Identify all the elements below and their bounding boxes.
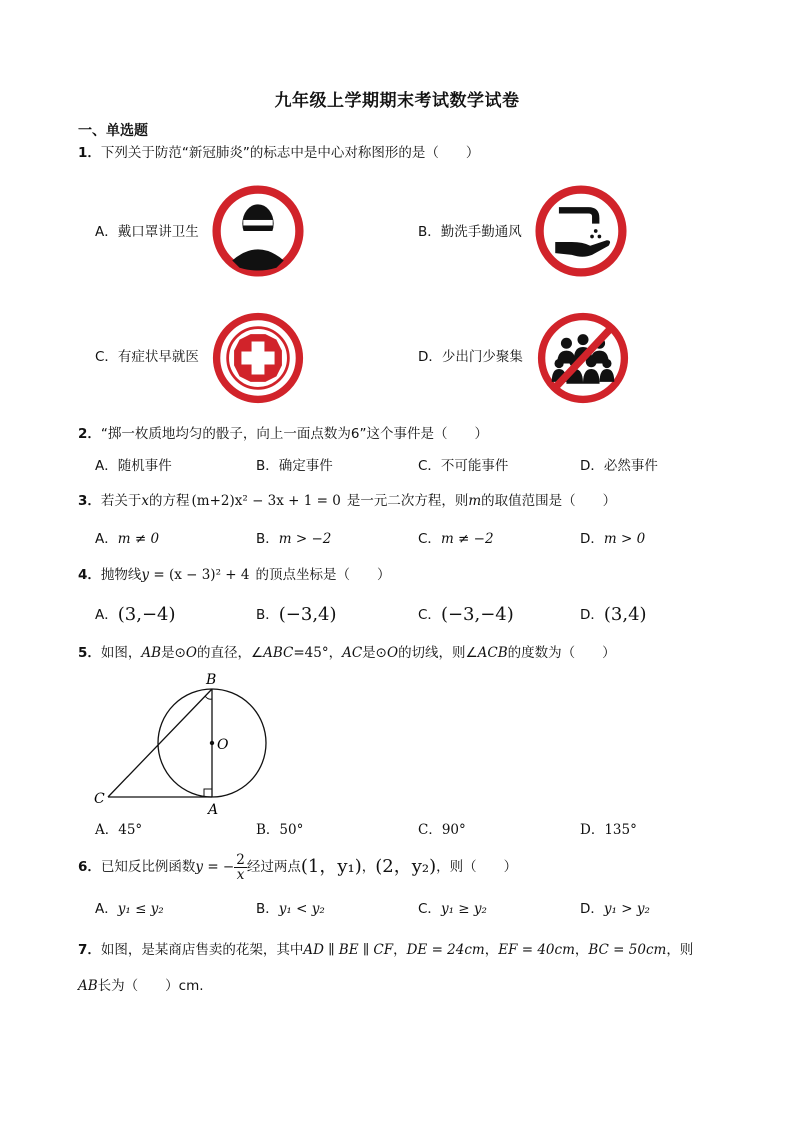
option-c: [418, 529, 494, 549]
center-point: [210, 741, 214, 745]
option-value: (−3,−4): [440, 604, 514, 625]
point-2: (2，y₂): [375, 856, 437, 877]
question-text: 长为（ ）cm.: [97, 978, 204, 994]
fraction-denominator: x: [236, 866, 245, 883]
right-angle-mark: [204, 789, 212, 797]
option-d: D．必然事件: [580, 458, 658, 474]
question-text: “掷一枚质地均匀的骰子，向上一面点数为6”这个事件是（ ）: [100, 426, 488, 442]
option-d: D．135°: [580, 822, 637, 838]
question-2: [78, 424, 488, 444]
fraction: [234, 853, 247, 882]
option-d: D．少出门少聚集: [418, 349, 523, 365]
segment-ac: AC: [342, 645, 363, 661]
option-b: B．确定事件: [256, 458, 333, 474]
parallel-statement: AD ∥ BE ∥ CF: [303, 942, 394, 958]
option-value: m ≠ −2: [440, 531, 494, 547]
question-number: 1．: [78, 145, 101, 161]
fraction-numerator: 2: [236, 851, 245, 868]
question-number: 7．: [78, 942, 101, 958]
option-d: [580, 899, 650, 919]
question-4: [78, 565, 390, 585]
variable-x: x: [141, 493, 150, 509]
option-label: C．: [418, 531, 441, 547]
option-c: C．有症状早就医: [95, 349, 199, 365]
question-7-line-2: [78, 976, 204, 996]
question-text-suffix: 的顶点坐标是（ ）: [255, 567, 391, 583]
question-number: 3．: [78, 493, 101, 509]
option-b: B．勤洗手勤通风: [418, 224, 522, 240]
option-label: A．: [95, 901, 118, 917]
equation-y: y =: [141, 567, 169, 583]
variable-m: m: [468, 493, 482, 509]
option-a: [95, 605, 176, 625]
option-value: (3,4): [603, 604, 647, 625]
option-label: D．: [580, 607, 604, 623]
question-text: 是⊙: [362, 645, 387, 661]
question-text: 的度数为（ ）: [507, 645, 616, 661]
question-text-prefix: 已知反比例函数: [100, 859, 196, 875]
option-label: D．: [580, 531, 604, 547]
label-b: B: [206, 672, 217, 688]
question-text-mid: 经过两点: [246, 859, 301, 875]
option-label: B．: [256, 901, 279, 917]
option-b: [256, 605, 337, 625]
option-value: m > −2: [278, 531, 332, 547]
option-label: C．: [418, 901, 441, 917]
option-c: [418, 605, 514, 625]
option-c: C．90°: [418, 822, 466, 838]
page-title: 九年级上学期期末考试数学试卷: [274, 91, 520, 111]
question-text-prefix: 抛物线: [100, 567, 142, 583]
option-value: y₁ < y₂: [278, 901, 325, 917]
equation-y: y = −: [195, 859, 235, 875]
option-a: [95, 899, 164, 919]
option-value: m ≠ 0: [117, 531, 160, 547]
point-1: (1，y₁): [300, 856, 362, 877]
question-5: [78, 643, 616, 663]
equation: (m+2)x² − 3x + 1 = 0: [191, 493, 341, 509]
section-heading: 一、单选题: [78, 123, 148, 139]
option-a: A．戴口罩讲卫生: [95, 224, 199, 240]
option-value: (−3,4): [278, 604, 337, 625]
option-b: [256, 899, 325, 919]
point-o: O: [185, 645, 197, 661]
question-text-suffix: ，则（ ）: [436, 859, 518, 875]
angle-acb: ACB: [477, 645, 508, 661]
question-text: 如图，是某商店售卖的花架，其中: [100, 942, 304, 958]
question-number: 4．: [78, 567, 101, 583]
length-bc: BC = 50cm: [588, 942, 667, 958]
option-b: [256, 529, 331, 549]
option-value: (3,−4): [117, 604, 176, 625]
option-value: y₁ ≥ y₂: [440, 901, 487, 917]
option-d: [580, 605, 647, 625]
equation: (x − 3)² + 4: [168, 567, 250, 583]
question-text-mid: 的方程: [149, 493, 190, 509]
question-7: 7．如图，是某商店售卖的花架，其中AD ∥ BE ∥ CF，DE = 24cm，EF = 40cm，BC = 50cm，则: [78, 942, 694, 958]
mask-face-icon: [212, 185, 304, 277]
hand-washing-faucet-icon: [535, 185, 627, 277]
option-label: A．: [95, 531, 118, 547]
option-label: D．: [580, 901, 604, 917]
question-number: 2．: [78, 426, 101, 442]
no-crowd-icon: [537, 312, 629, 404]
question-text: 如图，: [100, 645, 142, 661]
question-text: ，则: [666, 942, 694, 958]
option-value: y₁ > y₂: [603, 901, 650, 917]
option-label: B．: [256, 531, 279, 547]
separator: ，: [361, 859, 376, 875]
label-o: O: [217, 737, 229, 753]
option-value: m > 0: [603, 531, 646, 547]
question-1: [78, 143, 479, 163]
question-text: 下列关于防范“新冠肺炎”的标志中是中心对称图形的是（ ）: [100, 145, 480, 161]
segment-ab: AB: [141, 645, 162, 661]
option-a: A．45°: [95, 822, 143, 838]
question-text: 的直径，∠: [196, 645, 264, 661]
point-o: O: [386, 645, 399, 661]
option-label: C．: [418, 607, 441, 623]
geometry-figure: [90, 668, 280, 816]
length-ef: EF = 40cm: [498, 942, 575, 958]
option-value: y₁ ≤ y₂: [117, 901, 164, 917]
label-a: A: [208, 802, 219, 816]
medical-cross-icon: [212, 312, 304, 404]
option-a: A．随机事件: [95, 458, 172, 474]
length-de: DE = 24cm: [406, 942, 485, 958]
question-text: 的切线，则∠: [398, 645, 478, 661]
angle-abc: ABC: [263, 645, 294, 661]
option-d: [580, 529, 645, 549]
question-number: 5．: [78, 645, 101, 661]
option-c: C．不可能事件: [418, 458, 509, 474]
question-number: 6．: [78, 859, 101, 875]
angle-mark: [205, 696, 212, 699]
option-c: [418, 899, 487, 919]
question-3: [78, 491, 616, 511]
line-bc: [108, 689, 212, 797]
question-text-suffix2: 的取值范围是（ ）: [481, 493, 617, 509]
question-text-prefix: 若关于: [100, 493, 142, 509]
segment-ab: AB: [78, 978, 98, 994]
question-6: [78, 852, 517, 882]
option-label: B．: [256, 607, 279, 623]
question-text-suffix: 是一元二次方程，则: [346, 493, 469, 509]
question-text: =45°，: [293, 645, 343, 661]
question-text: 是⊙: [161, 645, 186, 661]
option-a: [95, 529, 159, 549]
label-c: C: [94, 791, 105, 807]
option-label: A．: [95, 607, 118, 623]
option-b: B．50°: [256, 822, 304, 838]
